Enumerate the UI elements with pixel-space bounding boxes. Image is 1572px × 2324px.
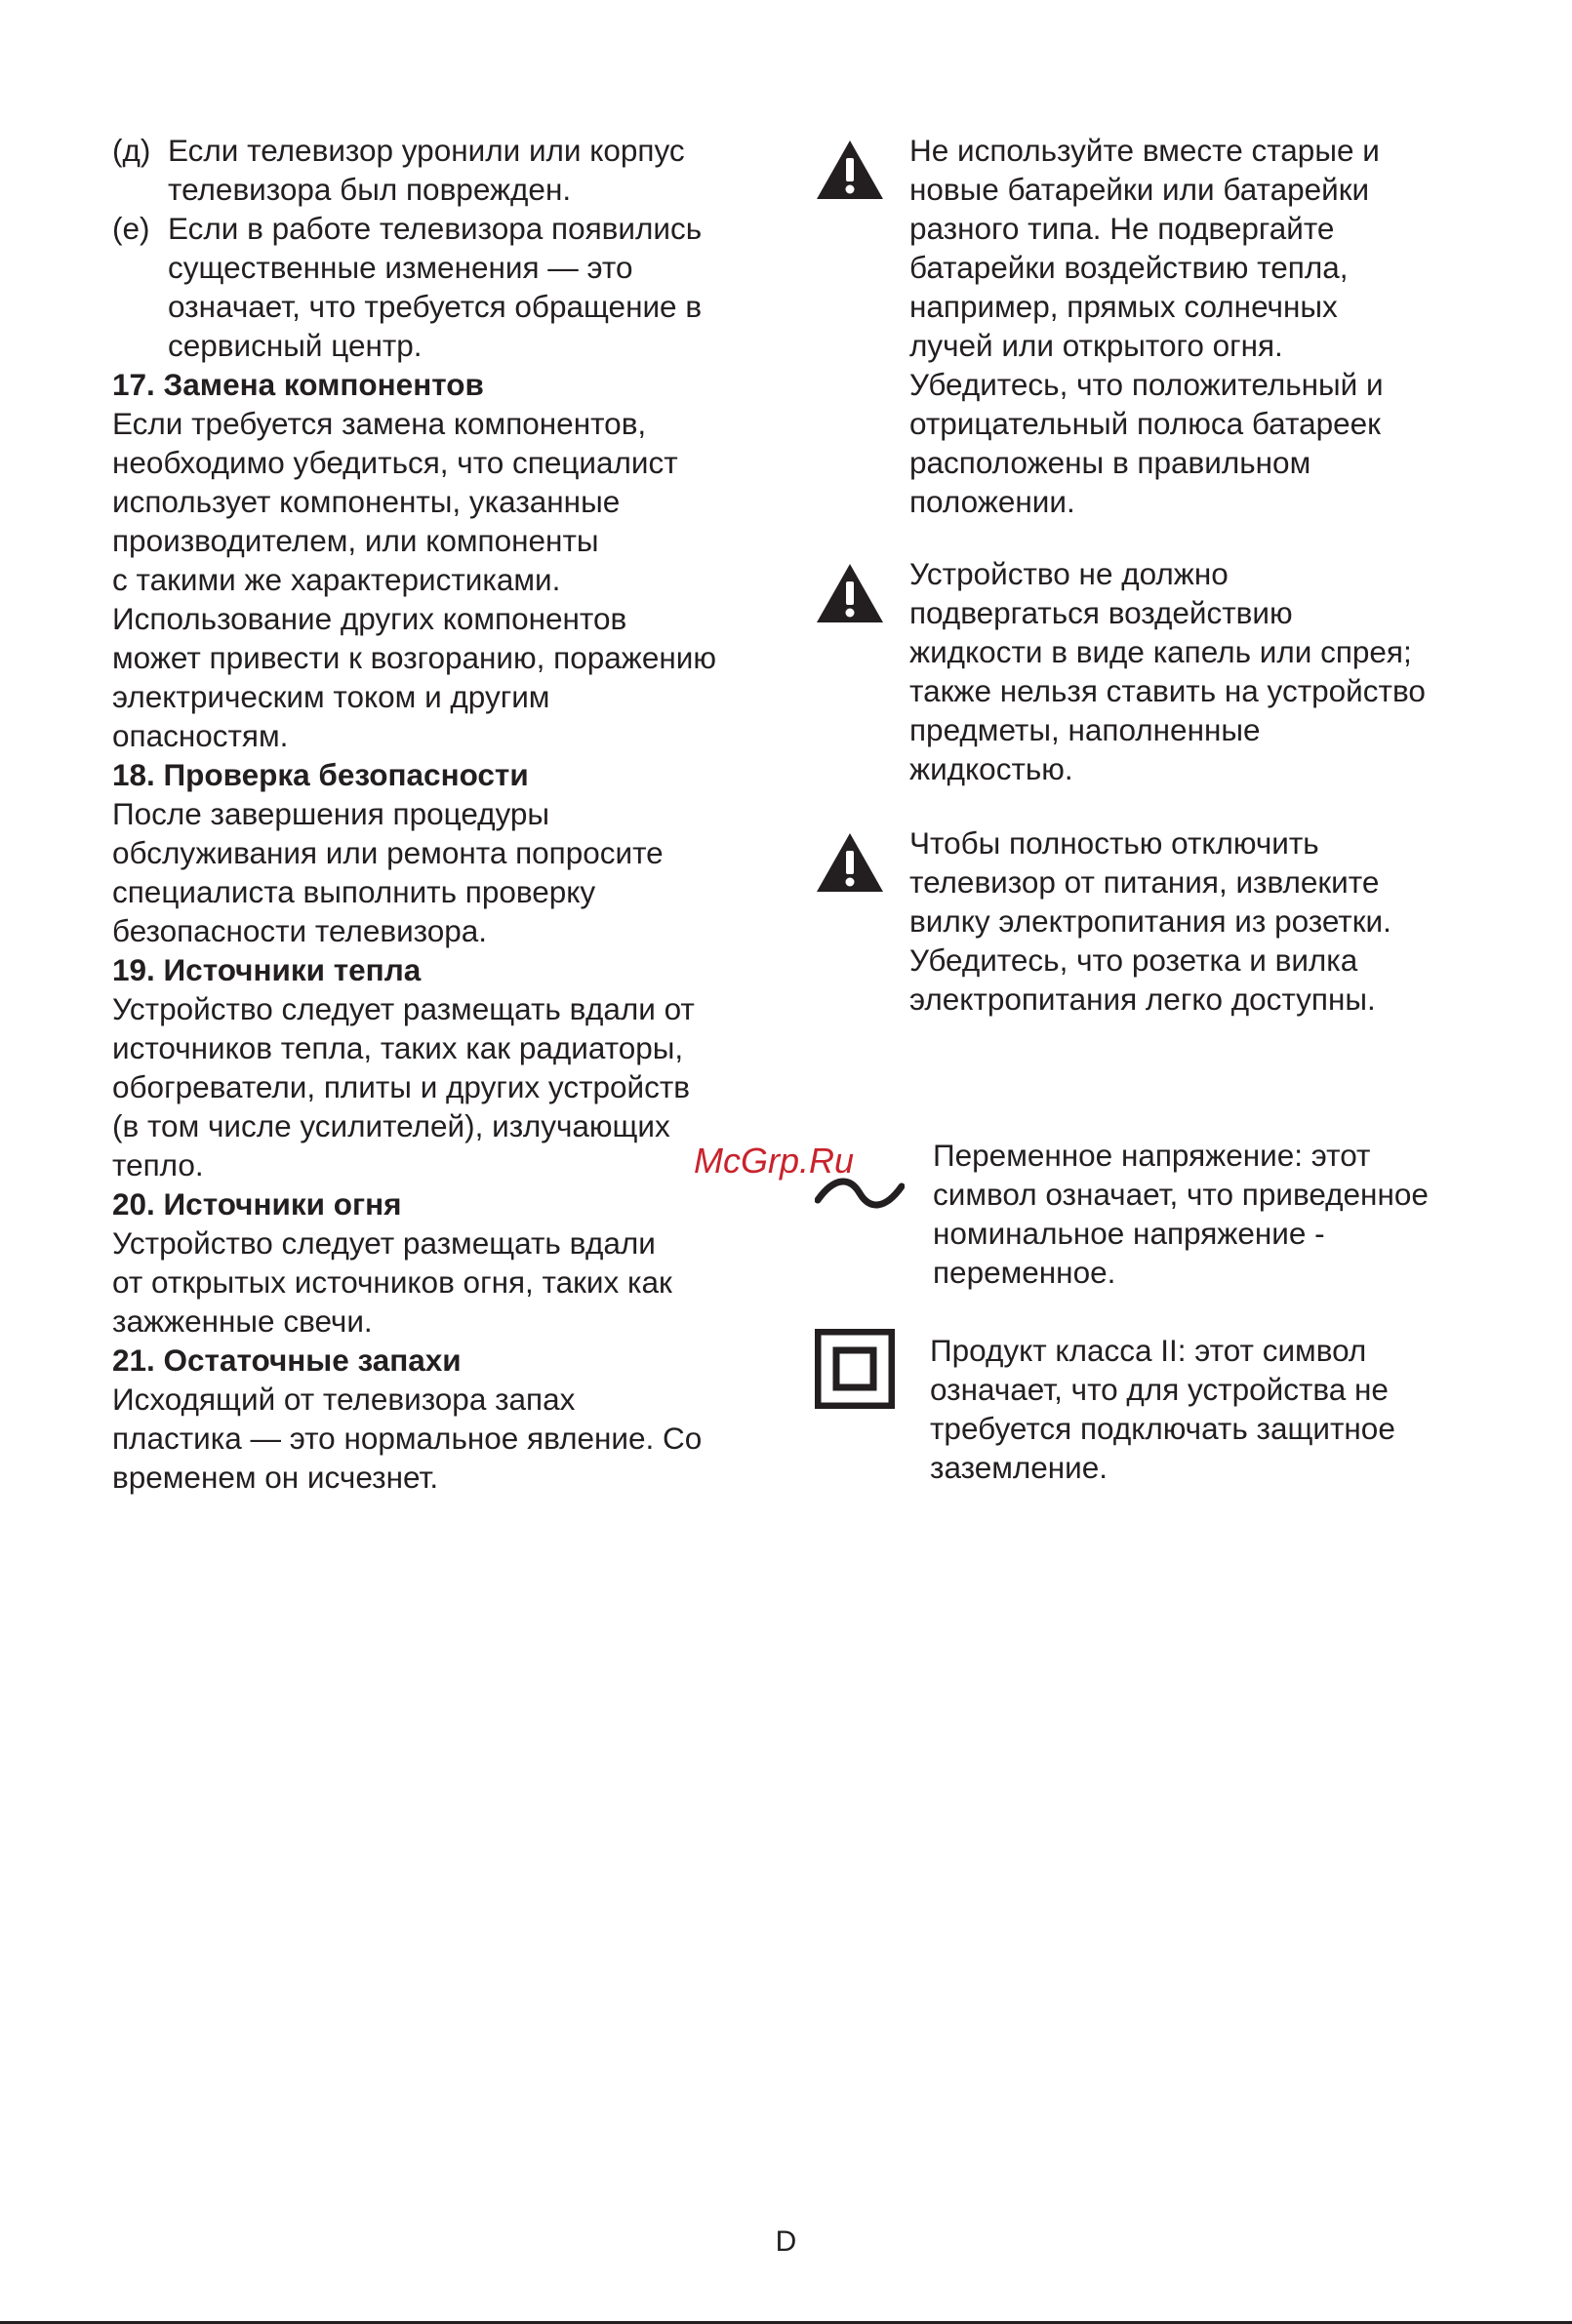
text-line: Убедитесь, что положительный и [909, 367, 1384, 402]
warning-block-batteries [815, 131, 1478, 521]
text-line: номинальное напряжение - [933, 1216, 1325, 1251]
ac-voltage-icon [815, 1177, 905, 1210]
section-20 [112, 1184, 776, 1341]
text-line: может привести к возгоранию, поражению [112, 640, 716, 675]
text-line: подвергаться воздействию [909, 595, 1293, 630]
left-column [112, 131, 776, 1497]
text-line: Использование других компонентов [112, 601, 627, 636]
watermark: McGrp.Ru [694, 1141, 855, 1181]
page-number: D [775, 2225, 797, 2258]
warning-triangle-icon [815, 562, 885, 624]
text-line: производителем, или компоненты [112, 523, 599, 558]
text-line: жидкостью. [909, 751, 1073, 786]
text-line: электрическим током и другим [112, 679, 550, 714]
text-line: электропитания легко доступны. [909, 982, 1376, 1017]
text-line: специалиста выполнить проверку [112, 874, 596, 909]
text-line: например, прямых солнечных [909, 289, 1338, 324]
list-marker: (е) [112, 211, 150, 246]
text-line: от открытых источников огня, таких как [112, 1264, 672, 1300]
text-line: с такими же характеристиками. [112, 562, 561, 597]
warning-block-liquid [815, 554, 1478, 788]
section-heading: 19. Источники тепла [112, 952, 422, 987]
text-line: положении. [909, 484, 1075, 519]
text-line: Устройство следует размещать вдали от [112, 991, 695, 1026]
text-line: Если требуется замена компонентов, [112, 406, 647, 441]
text-line: обогреватели, плиты и других устройств [112, 1069, 691, 1104]
text-line: тепло. [112, 1147, 204, 1182]
text-line: разного типа. Не подвергайте [909, 211, 1335, 246]
text-line: отрицательный полюса батареек [909, 406, 1381, 441]
text-line: Переменное напряжение: этот [933, 1138, 1371, 1173]
text-line: существенные изменения — это [168, 250, 633, 285]
text-line: Устройство следует размещать вдали [112, 1225, 656, 1261]
text-line: телевизора был поврежден. [168, 172, 572, 207]
right-column [815, 131, 1478, 1487]
text-line: означает, что требуется обращение в [168, 289, 703, 324]
text-line: символ означает, что приведенное [933, 1177, 1429, 1212]
text-line: Не используйте вместе старые и [909, 133, 1380, 168]
text-line: После завершения процедуры [112, 796, 550, 831]
text-line: зажженные свечи. [112, 1303, 373, 1339]
text-line: заземление. [930, 1450, 1108, 1485]
text-line: Устройство не должно [909, 556, 1229, 591]
text-line: также нельзя ставить на устройство [909, 673, 1426, 708]
text-line: Убедитесь, что розетка и вилка [909, 942, 1358, 978]
text-line: батарейки воздействию тепла, [909, 250, 1349, 285]
class-ii-double-square-icon [815, 1329, 895, 1409]
text-line: обслуживания или ремонта попросите [112, 835, 664, 870]
text-line: вилку электропитания из розетки. [909, 903, 1391, 939]
section-19 [112, 950, 776, 1184]
text-line: переменное. [933, 1255, 1116, 1290]
section-18 [112, 755, 776, 950]
text-line: сервисный центр. [168, 328, 423, 363]
text-line: временем он исчезнет. [112, 1460, 439, 1495]
text-line: использует компоненты, указанные [112, 484, 621, 519]
text-line: Продукт класса II: этот символ [930, 1333, 1367, 1368]
text-line: телевизор от питания, извлеките [909, 864, 1380, 900]
section-heading: 18. Проверка безопасности [112, 757, 529, 792]
text-line: требуется подключать защитное [930, 1411, 1395, 1446]
list-marker: (д) [112, 133, 151, 168]
text-line: (в том числе усилителей), излучающих [112, 1108, 670, 1143]
text-line: лучей или открытого огня. [909, 328, 1283, 363]
text-line: Если в работе телевизора появились [168, 211, 703, 246]
list-item [112, 131, 776, 209]
text-line: расположены в правильном [909, 445, 1311, 480]
text-line: опасностям. [112, 718, 289, 753]
warning-triangle-icon [815, 831, 885, 894]
list-item [112, 209, 776, 365]
text-line: Если телевизор уронили или корпус [168, 133, 685, 168]
text-line: предметы, наполненные [909, 712, 1261, 747]
section-heading: 17. Замена компонентов [112, 367, 484, 402]
text-line: жидкости в виде капель или спрея; [909, 634, 1412, 669]
text-line: источников тепла, таких как радиаторы, [112, 1030, 684, 1065]
text-line: означает, что для устройства не [930, 1372, 1389, 1407]
text-line: безопасности телевизора. [112, 913, 488, 948]
text-line: новые батарейки или батарейки [909, 172, 1370, 207]
ac-voltage-block [815, 1136, 1478, 1292]
section-21 [112, 1341, 776, 1497]
section-17 [112, 365, 776, 755]
text-line: Чтобы полностью отключить [909, 825, 1319, 861]
text-line: Исходящий от телевизора запах [112, 1382, 576, 1417]
warning-block-power [815, 823, 1478, 1019]
section-heading: 20. Источники огня [112, 1186, 402, 1222]
text-line: необходимо убедиться, что специалист [112, 445, 678, 480]
text-line: пластика — это нормальное явление. Со [112, 1421, 703, 1456]
warning-triangle-icon [815, 139, 885, 201]
class-ii-block [815, 1331, 1478, 1487]
section-heading: 21. Остаточные запахи [112, 1342, 462, 1378]
